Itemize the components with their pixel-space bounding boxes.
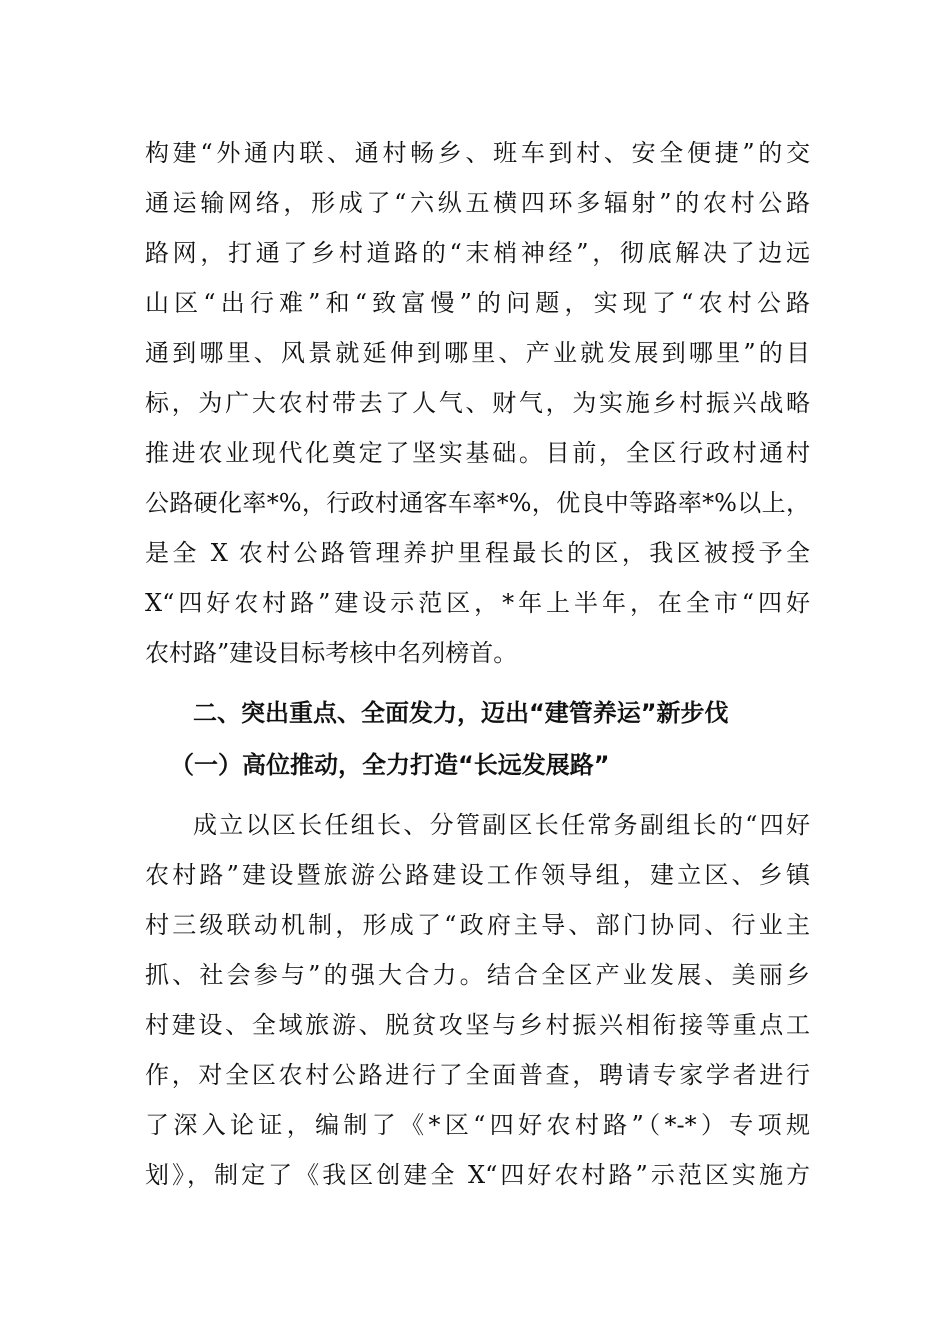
paragraph1-line-5: 通到哪里、风景就延伸到哪里、产业就发展到哪里”的目 [145,339,810,367]
paragraph1-line-2: 通运输网络，形成了“六纵五横四环多辐射”的农村公路 [145,189,810,217]
paragraph1-line-4: 山区“出行难”和“致富慢”的问题，实现了“农村公路 [145,289,810,317]
paragraph1-line-7: 推进农业现代化奠定了坚实基础。目前，全区行政村通村 [145,439,810,467]
paragraph1-line-8: 公路硬化率*%，行政村通客车率*%，优良中等路率*%以上， [145,489,810,517]
section-heading: 二、突出重点、全面发力，迈出“建管养运”新步伐 [193,699,729,727]
paragraph2-line-8: 划》，制定了《我区创建全 X“四好农村路”示范区实施方 [145,1161,810,1189]
paragraph2-line-2: 农村路”建设暨旅游公路建设工作领导组，建立区、乡镇 [145,861,810,889]
paragraph1-line-1: 构建“外通内联、通村畅乡、班车到村、安全便捷”的交 [145,139,810,167]
paragraph2-line-3: 村三级联动机制，形成了“政府主导、部门协同、行业主 [145,911,810,939]
paragraph2-line-4: 抓、社会参与”的强大合力。结合全区产业发展、美丽乡 [145,961,810,989]
paragraph2-line-7: 了深入论证，编制了《*区“四好农村路”（*-*）专项规 [145,1111,810,1139]
paragraph2-line-6: 作，对全区农村公路进行了全面普查，聘请专家学者进行 [145,1061,810,1089]
paragraph1-line-10: X“四好农村路”建设示范区，*年上半年，在全市“四好 [145,589,810,617]
paragraph2-line-5: 村建设、全域旅游、脱贫攻坚与乡村振兴相衔接等重点工 [145,1011,810,1039]
subsection-heading: （一）高位推动，全力打造“长远发展路” [170,751,610,779]
paragraph2-line-1: 成立以区长任组长、分管副区长任常务副组长的“四好 [193,811,810,839]
paragraph1-line-6: 标，为广大农村带去了人气、财气，为实施乡村振兴战略 [145,389,810,417]
paragraph1-line-9: 是全 X 农村公路管理养护里程最长的区，我区被授予全 [145,539,810,567]
paragraph1-line-11: 农村路”建设目标考核中名列榜首。 [145,639,518,667]
paragraph1-line-3: 路网，打通了乡村道路的“末梢神经”，彻底解决了边远 [145,239,810,267]
